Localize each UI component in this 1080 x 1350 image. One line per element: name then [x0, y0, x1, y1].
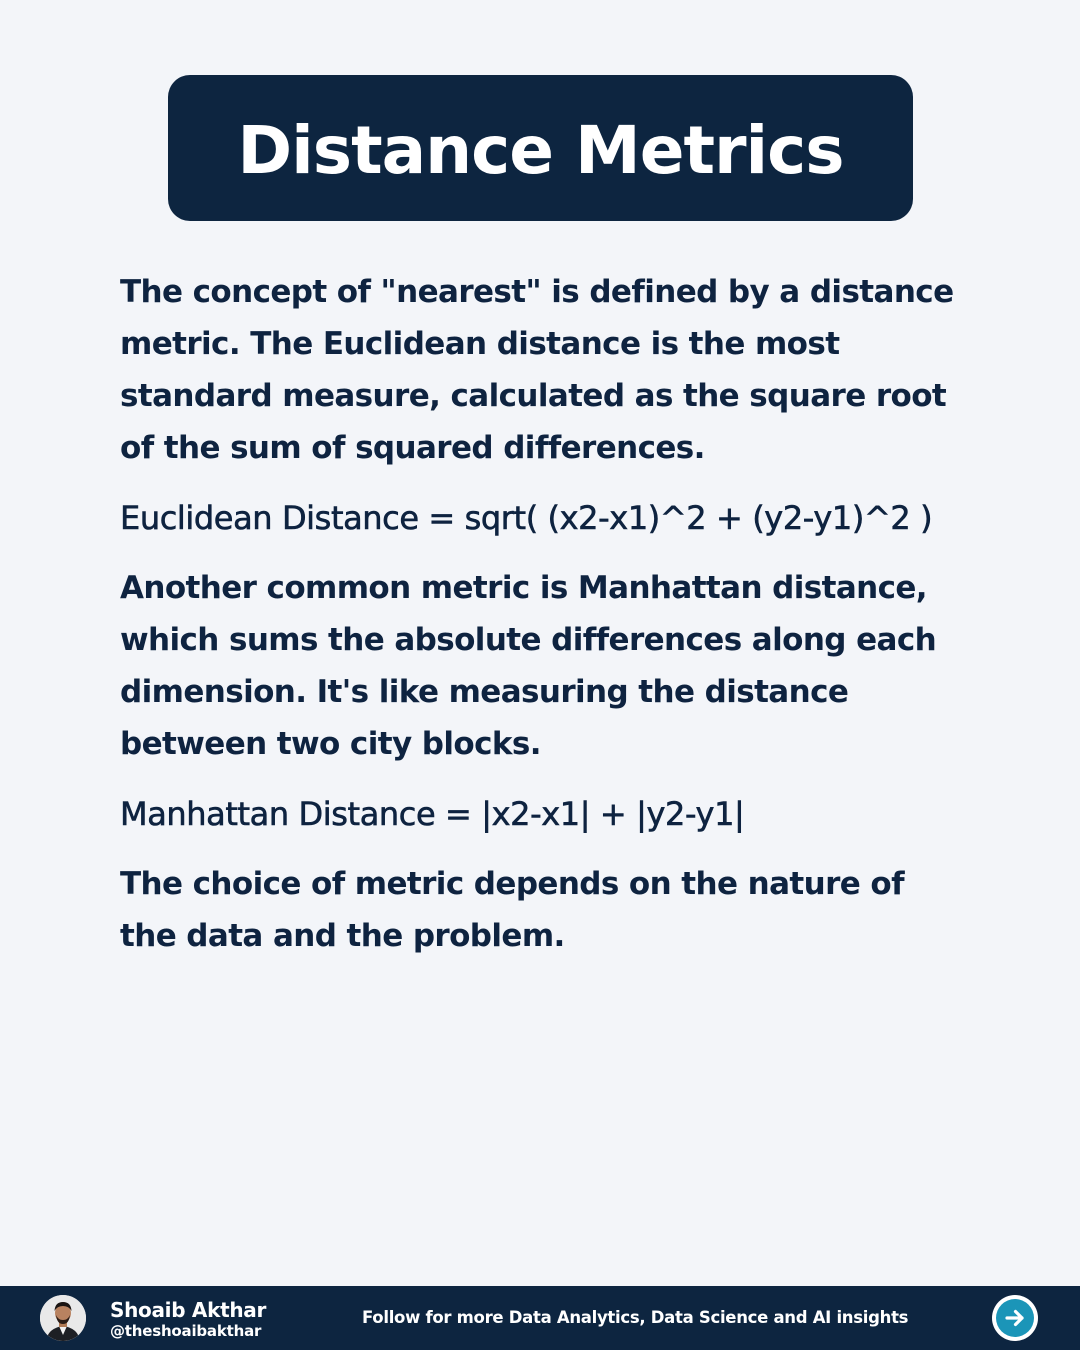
arrow-right-circle-icon [1002, 1305, 1028, 1331]
formula-manhattan: Manhattan Distance = |x2-x1| + |y2-y1| [120, 795, 745, 833]
next-button-inner [996, 1299, 1034, 1337]
next-slide-button[interactable] [992, 1295, 1038, 1341]
paragraph-manhattan-intro: Another common metric is Manhattan distance, which sums the absolute differences along each dimension. It's like measuring the distance between two city blocks. [120, 570, 937, 762]
avatar [40, 1295, 86, 1341]
author-name: Shoaib Akthar [110, 1298, 267, 1322]
avatar-portrait-icon [40, 1295, 86, 1341]
author-handle[interactable]: @theshoaibakthar [110, 1322, 262, 1340]
formula-euclidean: Euclidean Distance = sqrt( (x2-x1)^2 + (y2-y1)^2 ) [120, 499, 933, 537]
page-title: Distance Metrics [237, 112, 844, 189]
footer-bar [0, 1286, 1080, 1350]
paragraph-euclidean-intro: The concept of "nearest" is defined by a distance metric. The Euclidean distance is the most standard measure, calculated as the square root of the sum of squared differences. [120, 274, 954, 466]
title-banner [168, 75, 913, 221]
follow-cta-text: Follow for more Data Analytics, Data Science and AI insights [362, 1308, 909, 1327]
content-body [120, 266, 970, 980]
paragraph-conclusion: The choice of metric depends on the nature of the data and the problem. [120, 866, 904, 954]
